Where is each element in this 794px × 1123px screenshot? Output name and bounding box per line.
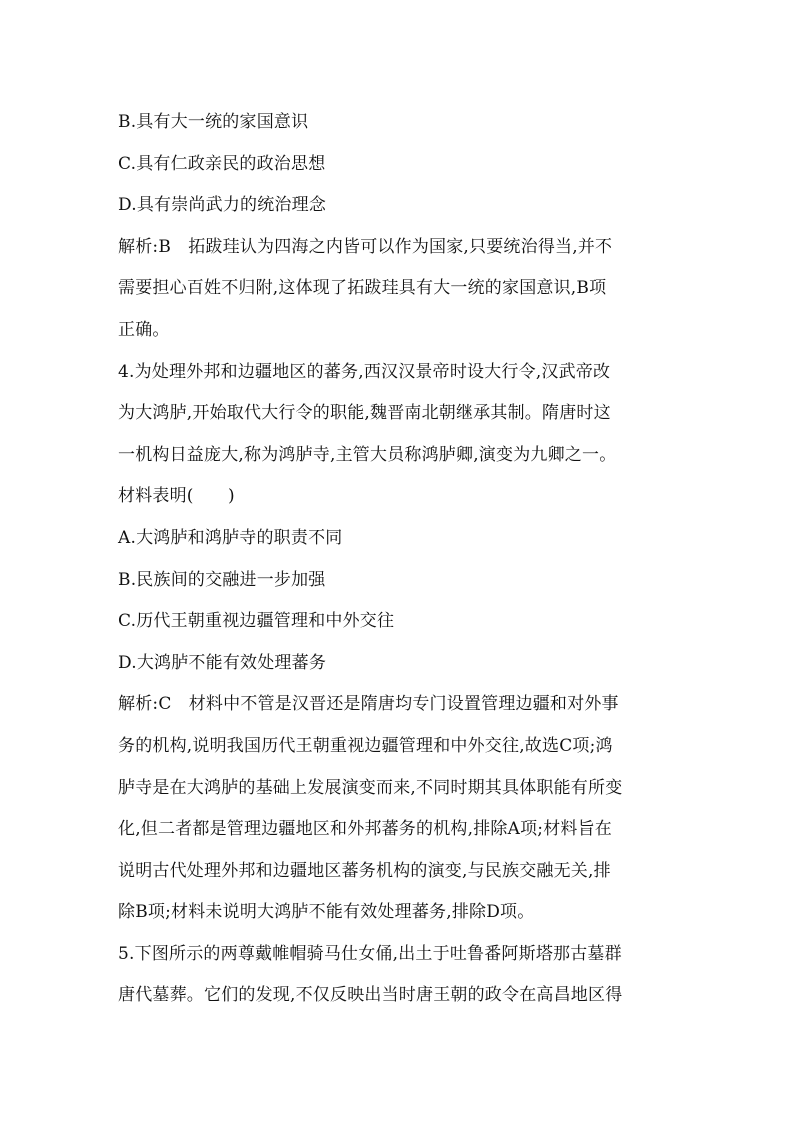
analysis-q4-line-5: 说明古代处理外邦和边疆地区蕃务机构的演变,与民族交融无关,排	[118, 860, 611, 881]
analysis-q3-line-3: 正确。	[118, 319, 170, 340]
question-4-prompt: 材料表明( )	[118, 486, 235, 507]
question-4-line-1: 4.为处理外邦和边疆地区的蕃务,西汉汉景帝时设大行令,汉武帝改	[118, 361, 611, 382]
document-page	[118, 102, 678, 1017]
question-5-line-1: 5.下图所示的两尊戴帷帽骑马仕女俑,出土于吐鲁番阿斯塔那古墓群	[118, 943, 622, 964]
option-c-q3: C.具有仁政亲民的政治思想	[118, 153, 326, 174]
option-b-q3: B.具有大一统的家国意识	[118, 112, 309, 132]
option-a-q4: A.大鸿胪和鸿胪寺的职责不同	[118, 527, 343, 548]
question-4-line-2: 为大鸿胪,开始取代大行令的职能,魏晋南北朝继承其制。隋唐时这	[118, 403, 611, 424]
question-5-line-2: 唐代墓葬。它们的发现,不仅反映出当时唐王朝的政令在高昌地区得	[118, 985, 623, 1006]
option-b-q4: B.民族间的交融进一步加强	[118, 569, 326, 590]
option-d-q4: D.大鸿胪不能有效处理蕃务	[118, 652, 327, 673]
analysis-q4-line-4: 化,但二者都是管理边疆地区和外邦蕃务的机构,排除A项;材料旨在	[118, 819, 613, 840]
analysis-q4-line-2: 务的机构,说明我国历代王朝重视边疆管理和中外交往,故选C项;鸿	[118, 735, 613, 756]
question-4-line-3: 一机构日益庞大,称为鸿胪寺,主管大员称鸿胪卿,演变为九卿之一。	[118, 444, 617, 465]
option-d-q3: D.具有崇尚武力的统治理念	[118, 195, 327, 216]
analysis-q3-line-1: 解析:B 拓跋珪认为四海之内皆可以作为国家,只要统治得当,并不	[118, 236, 613, 257]
analysis-q4-line-3: 胪寺是在大鸿胪的基础上发展演变而来,不同时期其具体职能有所变	[118, 777, 623, 798]
analysis-q3-line-2: 需要担心百姓不归附,这体现了拓跋珪具有大一统的家国意识,B项	[118, 278, 607, 299]
analysis-q4-line-6: 除B项;材料未说明大鸿胪不能有效处理蕃务,排除D项。	[118, 902, 535, 923]
analysis-q4-line-1: 解析:C 材料中不管是汉晋还是隋唐均专门设置管理边疆和对外事	[118, 694, 619, 715]
option-c-q4: C.历代王朝重视边疆管理和中外交往	[118, 611, 395, 632]
